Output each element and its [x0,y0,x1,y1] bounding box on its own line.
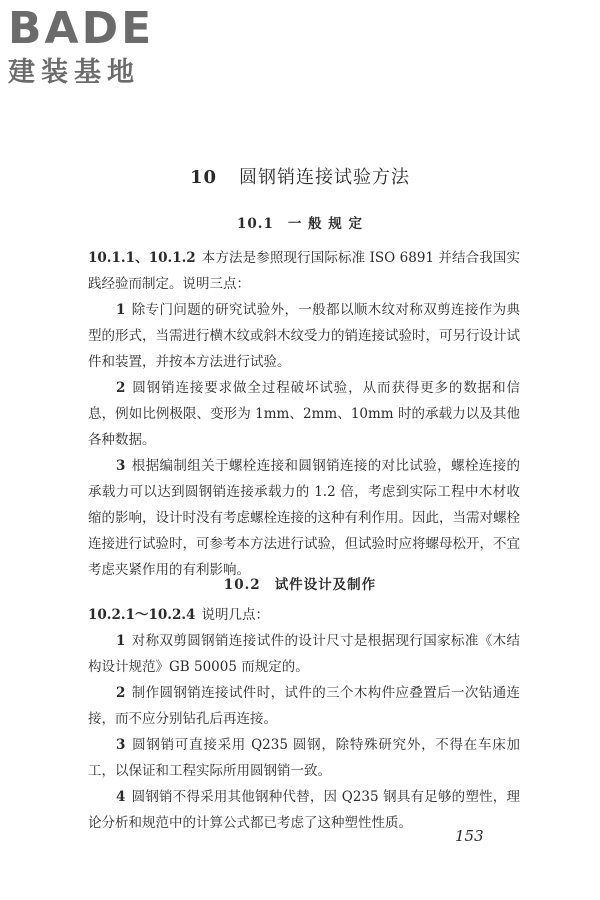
item-number: 4 [116,789,126,805]
item-text: 除专门问题的研究试验外，一般都以顺木纹对称双剪连接作为典型的形式，当需进行横木纹或斜木纹受力的销连接试验时，可另行设计试件和装置，并按本方法进行试验。 [88,302,520,370]
clause-text: 说明几点： [201,607,269,623]
item-number: 3 [116,458,126,474]
item-text: 圆钢销不得采用其他钢种代替，因 Q235 钢具有足够的塑性，理论分析和规范中的计算公式都已考虑了这种塑性性质。 [88,789,520,831]
chapter-number: 10 [189,167,218,188]
section-body-10-2 [88,602,520,836]
list-item [88,680,520,732]
list-item [88,297,520,375]
list-item [88,453,520,583]
chapter-title [0,163,600,189]
logo-mark: BADE [8,3,155,54]
clause-paragraph [88,602,520,628]
item-text: 对称双剪圆钢销连接试件的设计尺寸是根据现行国家标准《木结构设计规范》GB 50005 而规定的。 [88,633,520,675]
section-body-10-1 [88,245,520,583]
section-heading-10-1 [0,212,600,232]
section-title: 试件设计及制作 [274,577,377,593]
item-text: 圆钢销连接要求做全过程破坏试验，从而获得更多的数据和信息，例如比例极限、变形为 1mm、2mm、10mm 时的承载力以及其他各种数据。 [88,380,520,448]
item-text: 制作圆钢销连接试件时，试件的三个木构件应叠置后一次钻通连接，而不应分别钻孔后再连接。 [88,685,520,727]
clause-number: 10.2.1～10.2.4 [88,607,196,623]
section-number: 10.1 [237,216,274,232]
item-number: 3 [116,737,126,753]
list-item [88,628,520,680]
logo [8,3,183,90]
clause-text: 本方法是参照现行国际标准 ISO 6891 并结合我国实践经验而制定。说明三点： [88,250,520,292]
item-text: 圆钢销可直接采用 Q235 圆钢，除特殊研究外，不得在车床加工，以保证和工程实际所用圆钢销一致。 [88,737,520,779]
section-heading-10-2 [0,573,600,593]
clause-paragraph [88,245,520,297]
chapter-title-text: 圆钢销连接试验方法 [239,167,411,188]
item-number: 2 [116,685,126,701]
section-number: 10.2 [223,577,261,593]
item-number: 2 [116,380,126,396]
section-title: 一 般 规 定 [287,216,363,232]
page-number: 153 [455,827,484,845]
list-item [88,375,520,453]
list-item [88,732,520,784]
item-text: 根据编制组关于螺栓连接和圆钢销连接的对比试验，螺栓连接的承载力可以达到圆钢销连接承载力的 1.2 倍，考虑到实际工程中木材收缩的影响，设计时没有考虑螺栓连接的这种有利作用。因此，当需对螺栓连接进行试验时，可参考本方法进行试验，但试验时应将螺母松开，不宜考虑夹紧作用的有利影响。 [88,458,520,578]
item-number: 1 [116,302,126,318]
item-number: 1 [116,633,126,649]
logo-subtitle: 建装基地 [8,57,140,88]
clause-number: 10.1.1、10.1.2 [88,250,196,266]
